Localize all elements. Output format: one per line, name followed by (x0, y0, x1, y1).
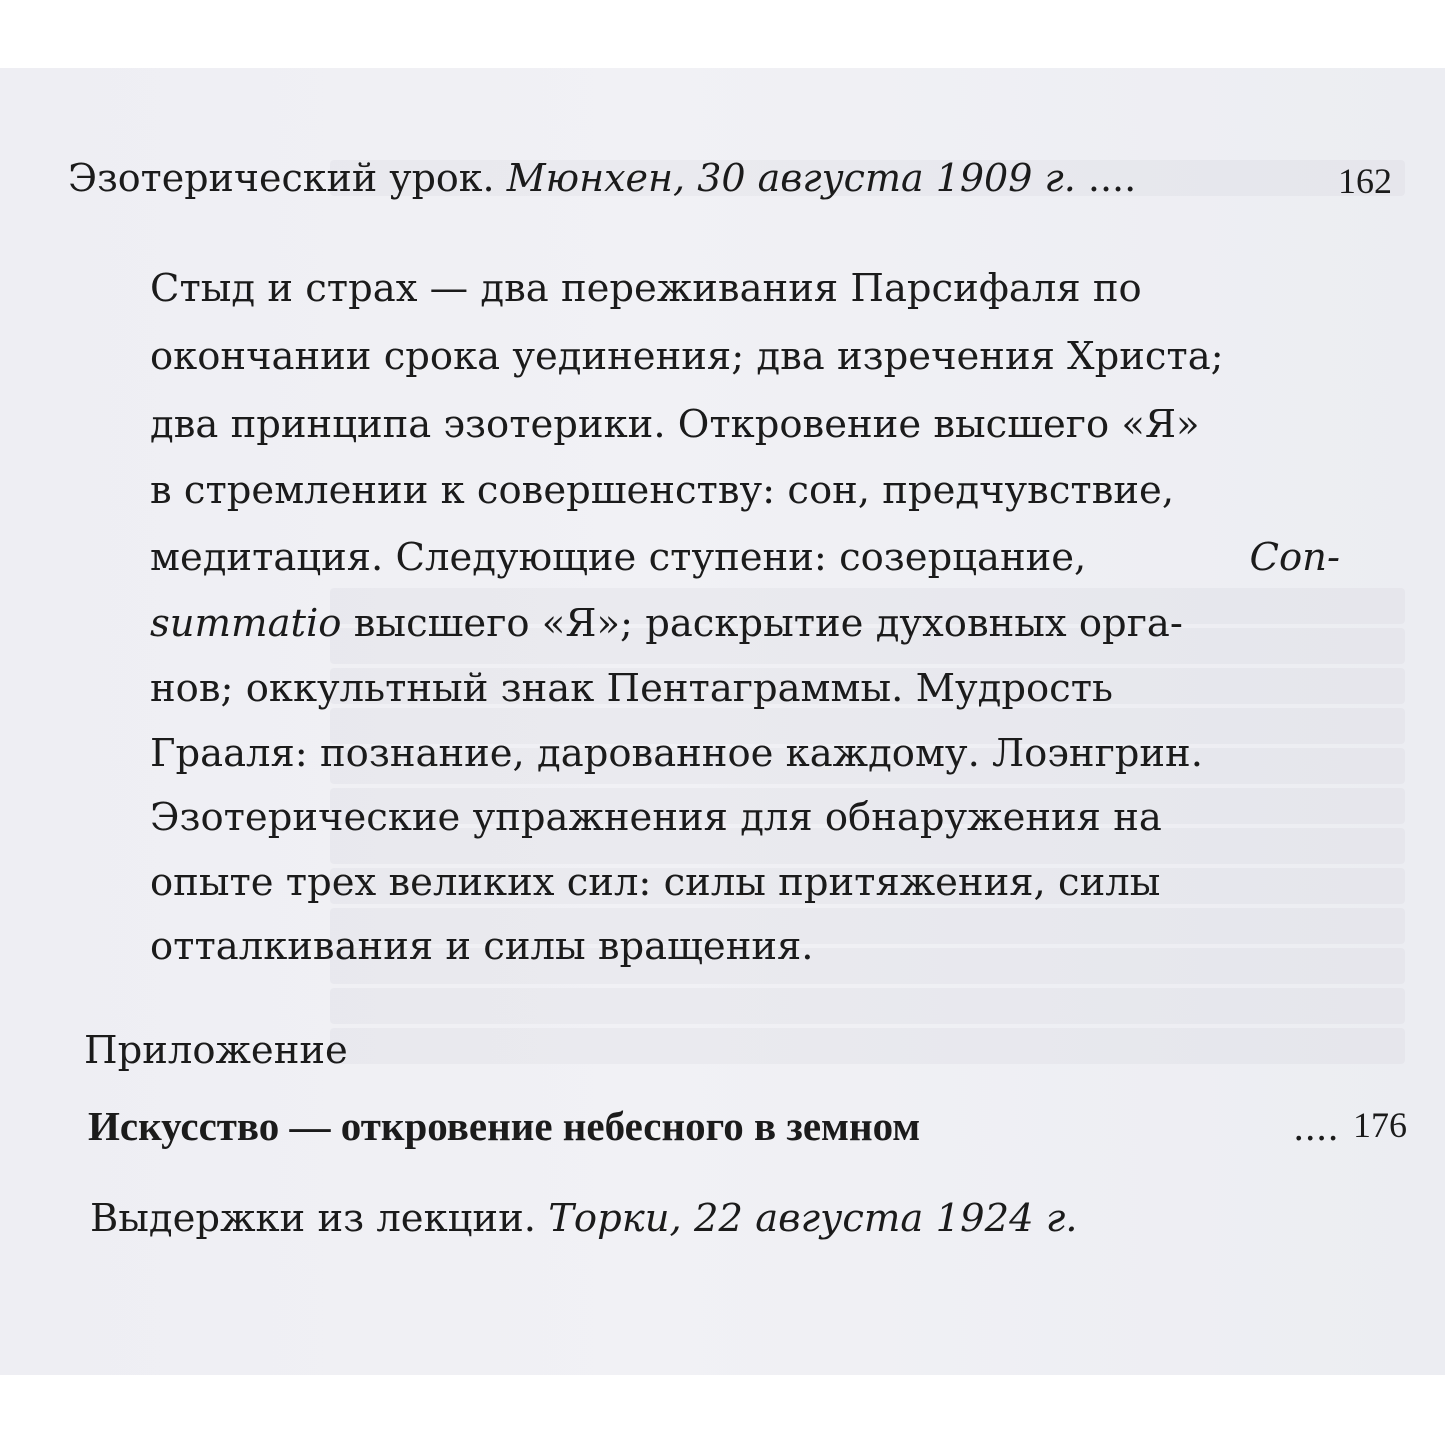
show-through-shadow (330, 988, 1405, 1024)
appendix-label: Приложение (84, 1028, 348, 1073)
summary-line: два принципа эзотерики. Откровение высшего «Я» (150, 402, 1200, 447)
toc-entry-1-leader: .... (1087, 156, 1137, 200)
toc-entry-2-leader: .... (1293, 1108, 1339, 1149)
toc-entry-1-place-date: Мюнхен, 30 августа 1909 г. (506, 156, 1076, 200)
summary-line: Эзотерические упражнения для обнаружения на (150, 795, 1162, 840)
summary-line: Грааля: познание, дарованное каждому. Лоэнгрин. (150, 731, 1203, 776)
summary-line: нов; оккультный знак Пентаграммы. Мудрость (150, 666, 1113, 711)
book-page (0, 68, 1445, 1375)
toc-entry-2-subtitle-text: Выдержки из лекции. (90, 1196, 536, 1241)
summary-line: Стыд и страх — два переживания Парсифаля по (150, 266, 1142, 311)
summary-line: медитация. Следующие ступени: созерцание, Con- (150, 535, 1340, 580)
toc-entry-2-page-number: 176 (1353, 1105, 1407, 1145)
toc-entry-2-place-date: Торки, 22 августа 1924 г. (548, 1196, 1078, 1241)
summary-line: в стремлении к совершенству: сон, предчувствие, (150, 468, 1175, 513)
toc-entry-2-title: Искусство — откровение небесного в земном (88, 1103, 921, 1149)
summary-line: summatio высшего «Я»; раскрытие духовных орга- (150, 601, 1183, 646)
summary-line: отталкивания и силы вращения. (150, 924, 814, 969)
toc-entry-1-heading (68, 156, 1392, 206)
toc-entry-1-title: Эзотерический урок. (68, 156, 495, 200)
show-through-shadow (330, 1028, 1405, 1064)
toc-entry-1-page-number: 162 (1338, 161, 1392, 201)
toc-entry-2-heading (88, 1102, 1408, 1154)
summary-line: окончании срока уединения; два изречения Христа; (150, 334, 1224, 379)
summary-line: опыте трех великих сил: силы притяжения, силы (150, 860, 1161, 905)
toc-entry-2-subtitle (90, 1196, 1078, 1241)
